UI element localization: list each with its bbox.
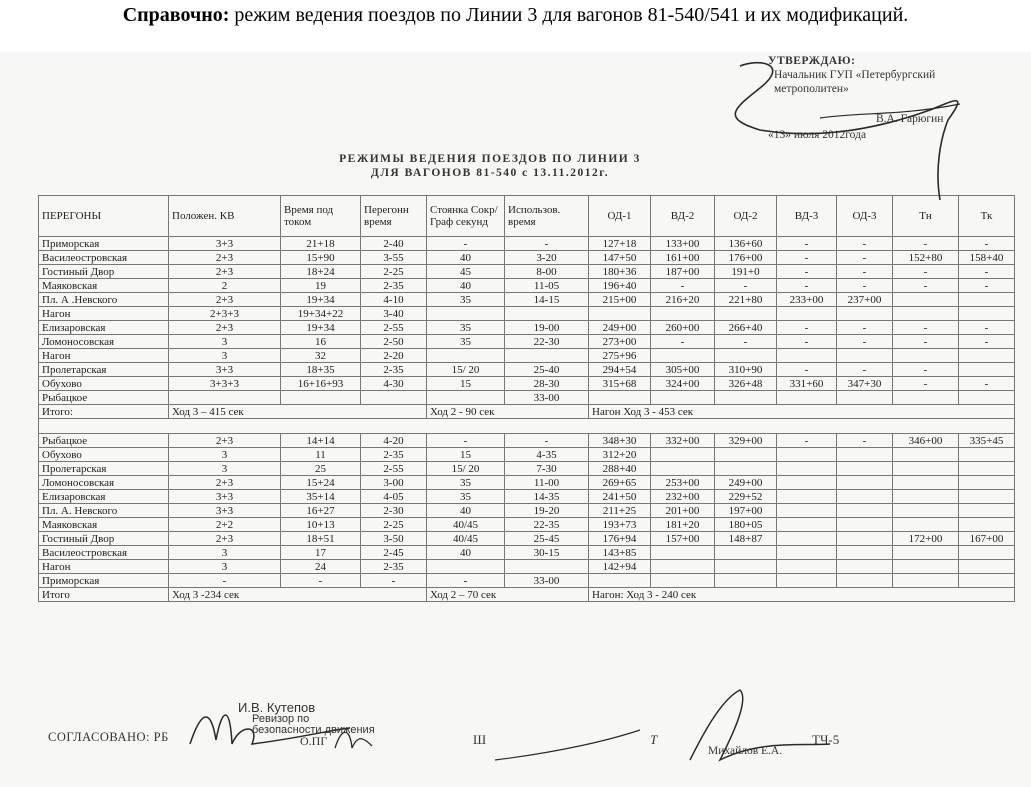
value-cell: 40 <box>427 546 505 560</box>
value-cell: 19+34 <box>281 293 361 307</box>
value-cell: 305+00 <box>651 363 715 377</box>
value-cell: 16+16+93 <box>281 377 361 391</box>
value-cell: 2-35 <box>361 363 427 377</box>
value-cell: 16 <box>281 335 361 349</box>
value-cell: 181+20 <box>651 518 715 532</box>
value-cell: 201+00 <box>651 504 715 518</box>
value-cell: 2-55 <box>361 321 427 335</box>
value-cell: 19+34+22 <box>281 307 361 321</box>
value-cell: 15+24 <box>281 476 361 490</box>
value-cell: 4-10 <box>361 293 427 307</box>
value-cell: 332+00 <box>651 434 715 448</box>
tj-label: Т <box>650 732 658 747</box>
value-cell: - <box>959 377 1015 391</box>
value-cell: - <box>893 279 959 293</box>
value-cell: - <box>281 574 361 588</box>
value-cell: 11 <box>281 448 361 462</box>
value-cell: 346+00 <box>893 434 959 448</box>
heading-line-2: ДЛЯ ВАГОНОВ 81-540 с 13.11.2012г. <box>370 167 610 179</box>
value-cell: 45 <box>427 265 505 279</box>
value-cell: 4-35 <box>505 448 589 462</box>
value-cell: - <box>777 434 837 448</box>
value-cell: - <box>777 265 837 279</box>
tch-label: ТЧ-5 <box>812 732 840 747</box>
value-cell: 180+36 <box>589 265 651 279</box>
value-cell: - <box>959 237 1015 251</box>
value-cell: 3 <box>169 448 281 462</box>
value-cell: - <box>837 251 893 265</box>
value-cell: 2-55 <box>361 462 427 476</box>
approval-organization: метрополитен» <box>774 83 849 95</box>
value-cell: 3+3 <box>169 504 281 518</box>
value-cell: - <box>959 321 1015 335</box>
table-header-cell: ВД-2 <box>651 196 715 237</box>
value-cell: 215+00 <box>589 293 651 307</box>
value-cell: - <box>715 279 777 293</box>
value-cell: 14-35 <box>505 490 589 504</box>
value-cell: - <box>837 265 893 279</box>
value-cell: 3 <box>169 349 281 363</box>
value-cell: - <box>893 265 959 279</box>
value-cell: 241+50 <box>589 490 651 504</box>
value-cell: 2+3 <box>169 434 281 448</box>
station-cell: Нагон <box>39 560 169 574</box>
value-cell: 33-00 <box>505 574 589 588</box>
value-cell: 152+80 <box>893 251 959 265</box>
value-cell: 4-05 <box>361 490 427 504</box>
value-cell: 329+00 <box>715 434 777 448</box>
total-catchup: Нагон Ход 3 - 453 сек <box>589 405 1015 419</box>
value-cell: 3+3 <box>169 490 281 504</box>
table-header-cell: Время под током <box>281 196 361 237</box>
sh-label: Ш <box>473 732 487 747</box>
value-cell: 3-55 <box>361 251 427 265</box>
value-cell: 2-40 <box>361 237 427 251</box>
value-cell: 136+60 <box>715 237 777 251</box>
value-cell: 2-20 <box>361 349 427 363</box>
value-cell: 315+68 <box>589 377 651 391</box>
value-cell: 15 <box>427 448 505 462</box>
kutepov-name: И.В. Кутепов <box>238 700 316 715</box>
value-cell: 35+14 <box>281 490 361 504</box>
station-cell: Пл. А .Невского <box>39 293 169 307</box>
station-cell: Ломоносовская <box>39 335 169 349</box>
value-cell: 142+94 <box>589 560 651 574</box>
value-cell: 11-00 <box>505 476 589 490</box>
value-cell: - <box>361 574 427 588</box>
value-cell: - <box>427 574 505 588</box>
approval-name: В.А. Гарюгин <box>876 113 944 125</box>
value-cell: 2-30 <box>361 504 427 518</box>
value-cell: 191+0 <box>715 265 777 279</box>
value-cell: 40 <box>427 251 505 265</box>
value-cell: 2+2 <box>169 518 281 532</box>
value-cell: 35 <box>427 335 505 349</box>
value-cell: - <box>427 237 505 251</box>
table-header-cell: Тк <box>959 196 1015 237</box>
total-label: Итого <box>39 588 169 602</box>
value-cell: 3+3 <box>169 237 281 251</box>
value-cell: 3+3+3 <box>169 377 281 391</box>
approval-title: УТВЕРЖДАЮ: <box>768 55 856 67</box>
value-cell: 249+00 <box>589 321 651 335</box>
station-cell: Гостиный Двор <box>39 265 169 279</box>
value-cell: 2-25 <box>361 518 427 532</box>
value-cell: 14-15 <box>505 293 589 307</box>
value-cell: 2-35 <box>361 448 427 462</box>
value-cell: 2+3 <box>169 532 281 546</box>
value-cell: 22-35 <box>505 518 589 532</box>
value-cell: 157+00 <box>651 532 715 546</box>
table-header-cell: Использов. время <box>505 196 589 237</box>
value-cell: 2+3 <box>169 476 281 490</box>
value-cell: 176+94 <box>589 532 651 546</box>
value-cell: 216+20 <box>651 293 715 307</box>
station-cell: Василеостровская <box>39 546 169 560</box>
value-cell: 193+73 <box>589 518 651 532</box>
value-cell: 7-30 <box>505 462 589 476</box>
value-cell: - <box>427 434 505 448</box>
value-cell: 253+00 <box>651 476 715 490</box>
total-label: Итого: <box>39 405 169 419</box>
total-run-3: Ход 3 -234 сек <box>169 588 427 602</box>
value-cell: 25 <box>281 462 361 476</box>
value-cell: - <box>893 321 959 335</box>
station-cell: Елизаровская <box>39 490 169 504</box>
value-cell: 288+40 <box>589 462 651 476</box>
value-cell: - <box>651 279 715 293</box>
table-header-cell: ПЕРЕГОНЫ <box>39 196 169 237</box>
value-cell: 18+51 <box>281 532 361 546</box>
value-cell: 187+00 <box>651 265 715 279</box>
value-cell: 312+20 <box>589 448 651 462</box>
value-cell: 211+25 <box>589 504 651 518</box>
total-run-2: Ход 2 – 70 сек <box>427 588 589 602</box>
value-cell: 326+48 <box>715 377 777 391</box>
value-cell: 133+00 <box>651 237 715 251</box>
value-cell: 4-30 <box>361 377 427 391</box>
value-cell: 176+00 <box>715 251 777 265</box>
table-header-cell: ОД-3 <box>837 196 893 237</box>
station-cell: Рыбацкое <box>39 391 169 405</box>
table-header-cell: ОД-2 <box>715 196 777 237</box>
value-cell: 35 <box>427 293 505 307</box>
station-cell: Маяковская <box>39 518 169 532</box>
value-cell: 172+00 <box>893 532 959 546</box>
value-cell: - <box>169 574 281 588</box>
value-cell: 32 <box>281 349 361 363</box>
total-catchup: Нагон: Ход 3 - 240 сек <box>589 588 1015 602</box>
value-cell: 16+27 <box>281 504 361 518</box>
value-cell: 10+13 <box>281 518 361 532</box>
value-cell: 180+05 <box>715 518 777 532</box>
value-cell: 28-30 <box>505 377 589 391</box>
value-cell: 147+50 <box>589 251 651 265</box>
value-cell: 161+00 <box>651 251 715 265</box>
value-cell: 40 <box>427 504 505 518</box>
station-cell: Приморская <box>39 574 169 588</box>
heading-line-1: РЕЖИМЫ ВЕДЕНИЯ ПОЕЗДОВ ПО ЛИНИИ 3 <box>339 153 641 165</box>
value-cell: 35 <box>427 476 505 490</box>
value-cell: 148+87 <box>715 532 777 546</box>
value-cell: 2 <box>169 279 281 293</box>
station-cell: Нагон <box>39 307 169 321</box>
value-cell: 19+34 <box>281 321 361 335</box>
total-run-3: Ход 3 – 415 сек <box>169 405 427 419</box>
station-cell: Обухово <box>39 377 169 391</box>
value-cell: 24 <box>281 560 361 574</box>
value-cell: 19-20 <box>505 504 589 518</box>
value-cell: 35 <box>427 490 505 504</box>
value-cell: - <box>777 363 837 377</box>
value-cell: 25-40 <box>505 363 589 377</box>
value-cell: - <box>777 237 837 251</box>
approval-signature <box>735 63 957 200</box>
value-cell: - <box>651 335 715 349</box>
approval-date: «13» июля 2012года <box>768 129 867 141</box>
value-cell: 25-45 <box>505 532 589 546</box>
sh-signature <box>495 730 640 760</box>
value-cell: 2-45 <box>361 546 427 560</box>
value-cell: 221+80 <box>715 293 777 307</box>
revizor-line-2: безопасности движения <box>252 724 375 736</box>
value-cell: 335+45 <box>959 434 1015 448</box>
value-cell: 167+00 <box>959 532 1015 546</box>
op-label: О.ПГ <box>300 734 328 748</box>
station-cell: Ломоносовская <box>39 476 169 490</box>
value-cell: - <box>837 237 893 251</box>
value-cell: - <box>959 335 1015 349</box>
value-cell: 347+30 <box>837 377 893 391</box>
station-cell: Рыбацкое <box>39 434 169 448</box>
value-cell: - <box>777 321 837 335</box>
value-cell: 266+40 <box>715 321 777 335</box>
value-cell: - <box>505 237 589 251</box>
value-cell: - <box>715 335 777 349</box>
value-cell: 249+00 <box>715 476 777 490</box>
value-cell: 3-50 <box>361 532 427 546</box>
value-cell: 17 <box>281 546 361 560</box>
value-cell: 3-20 <box>505 251 589 265</box>
revizor-stamp <box>252 714 375 736</box>
table-header-cell: Стоянка Сокр/Граф секунд <box>427 196 505 237</box>
value-cell: - <box>893 335 959 349</box>
value-cell: - <box>505 434 589 448</box>
value-cell: 15+90 <box>281 251 361 265</box>
table-header-cell: Перегонн время <box>361 196 427 237</box>
value-cell: 3-40 <box>361 307 427 321</box>
value-cell: - <box>837 434 893 448</box>
station-cell: Обухово <box>39 448 169 462</box>
value-cell: 22-30 <box>505 335 589 349</box>
station-cell: Пл. А. Невского <box>39 504 169 518</box>
value-cell: 196+40 <box>589 279 651 293</box>
value-cell: 294+54 <box>589 363 651 377</box>
value-cell: 3 <box>169 462 281 476</box>
value-cell: 237+00 <box>837 293 893 307</box>
value-cell: - <box>777 279 837 293</box>
value-cell: 3 <box>169 560 281 574</box>
value-cell: 2+3+3 <box>169 307 281 321</box>
value-cell: 348+30 <box>589 434 651 448</box>
table-header-cell: Тн <box>893 196 959 237</box>
value-cell: 4-20 <box>361 434 427 448</box>
value-cell: - <box>893 237 959 251</box>
mikhailov-name: Михайлов Е.А. <box>708 745 783 757</box>
value-cell: 143+85 <box>589 546 651 560</box>
value-cell: 19-00 <box>505 321 589 335</box>
station-cell: Пролетарская <box>39 462 169 476</box>
value-cell: 310+90 <box>715 363 777 377</box>
table-header-cell: ОД-1 <box>589 196 651 237</box>
value-cell: 40/45 <box>427 518 505 532</box>
value-cell: 232+00 <box>651 490 715 504</box>
caption-rest: режим ведения поездов по Линии 3 для вагонов 81-540/541 и их модификаций. <box>229 4 909 26</box>
value-cell: 260+00 <box>651 321 715 335</box>
value-cell: 2+3 <box>169 293 281 307</box>
value-cell: 127+18 <box>589 237 651 251</box>
value-cell: 2+3 <box>169 265 281 279</box>
value-cell: 2+3 <box>169 251 281 265</box>
value-cell: - <box>777 251 837 265</box>
value-cell: 18+35 <box>281 363 361 377</box>
value-cell: 324+00 <box>651 377 715 391</box>
value-cell: 8-00 <box>505 265 589 279</box>
value-cell: 15 <box>427 377 505 391</box>
value-cell: - <box>837 279 893 293</box>
value-cell: 19 <box>281 279 361 293</box>
value-cell: 14+14 <box>281 434 361 448</box>
value-cell: 11-05 <box>505 279 589 293</box>
value-cell: - <box>837 335 893 349</box>
value-cell: 275+96 <box>589 349 651 363</box>
value-cell: - <box>777 335 837 349</box>
value-cell: - <box>837 321 893 335</box>
value-cell: - <box>837 363 893 377</box>
value-cell: - <box>959 265 1015 279</box>
value-cell: 33-00 <box>505 391 589 405</box>
approval-position: Начальник ГУП «Петербургский <box>774 69 936 81</box>
agreed-label: СОГЛАСОВАНО: РБ <box>48 730 169 744</box>
station-cell: Василеостровская <box>39 251 169 265</box>
value-cell: 3 <box>169 335 281 349</box>
value-cell: 3+3 <box>169 363 281 377</box>
value-cell: 197+00 <box>715 504 777 518</box>
table-header-cell: Положен. КВ <box>169 196 281 237</box>
value-cell: 273+00 <box>589 335 651 349</box>
table-header-cell: ВД-3 <box>777 196 837 237</box>
value-cell: 30-15 <box>505 546 589 560</box>
value-cell: - <box>893 363 959 377</box>
total-run-2: Ход 2 - 90 сек <box>427 405 589 419</box>
value-cell: 2+3 <box>169 321 281 335</box>
value-cell: 158+40 <box>959 251 1015 265</box>
value-cell: - <box>959 279 1015 293</box>
station-cell: Елизаровская <box>39 321 169 335</box>
value-cell: 40/45 <box>427 532 505 546</box>
value-cell: 2-25 <box>361 265 427 279</box>
value-cell: 229+52 <box>715 490 777 504</box>
value-cell: 269+65 <box>589 476 651 490</box>
value-cell: 35 <box>427 321 505 335</box>
station-cell: Приморская <box>39 237 169 251</box>
value-cell: 2-50 <box>361 335 427 349</box>
value-cell: - <box>893 377 959 391</box>
revizor-line-1: Ревизор по <box>252 713 310 725</box>
value-cell: 331+60 <box>777 377 837 391</box>
value-cell: 15/ 20 <box>427 363 505 377</box>
value-cell: 15/ 20 <box>427 462 505 476</box>
value-cell: 3-00 <box>361 476 427 490</box>
station-cell: Пролетарская <box>39 363 169 377</box>
value-cell: 40 <box>427 279 505 293</box>
value-cell: 3 <box>169 546 281 560</box>
station-cell: Нагон <box>39 349 169 363</box>
caption-bold: Справочно: <box>122 4 230 26</box>
value-cell: 233+00 <box>777 293 837 307</box>
value-cell: 18+24 <box>281 265 361 279</box>
value-cell: 2-35 <box>361 279 427 293</box>
value-cell: 2-35 <box>361 560 427 574</box>
station-cell: Маяковская <box>39 279 169 293</box>
station-cell: Гостиный Двор <box>39 532 169 546</box>
value-cell: 21+18 <box>281 237 361 251</box>
